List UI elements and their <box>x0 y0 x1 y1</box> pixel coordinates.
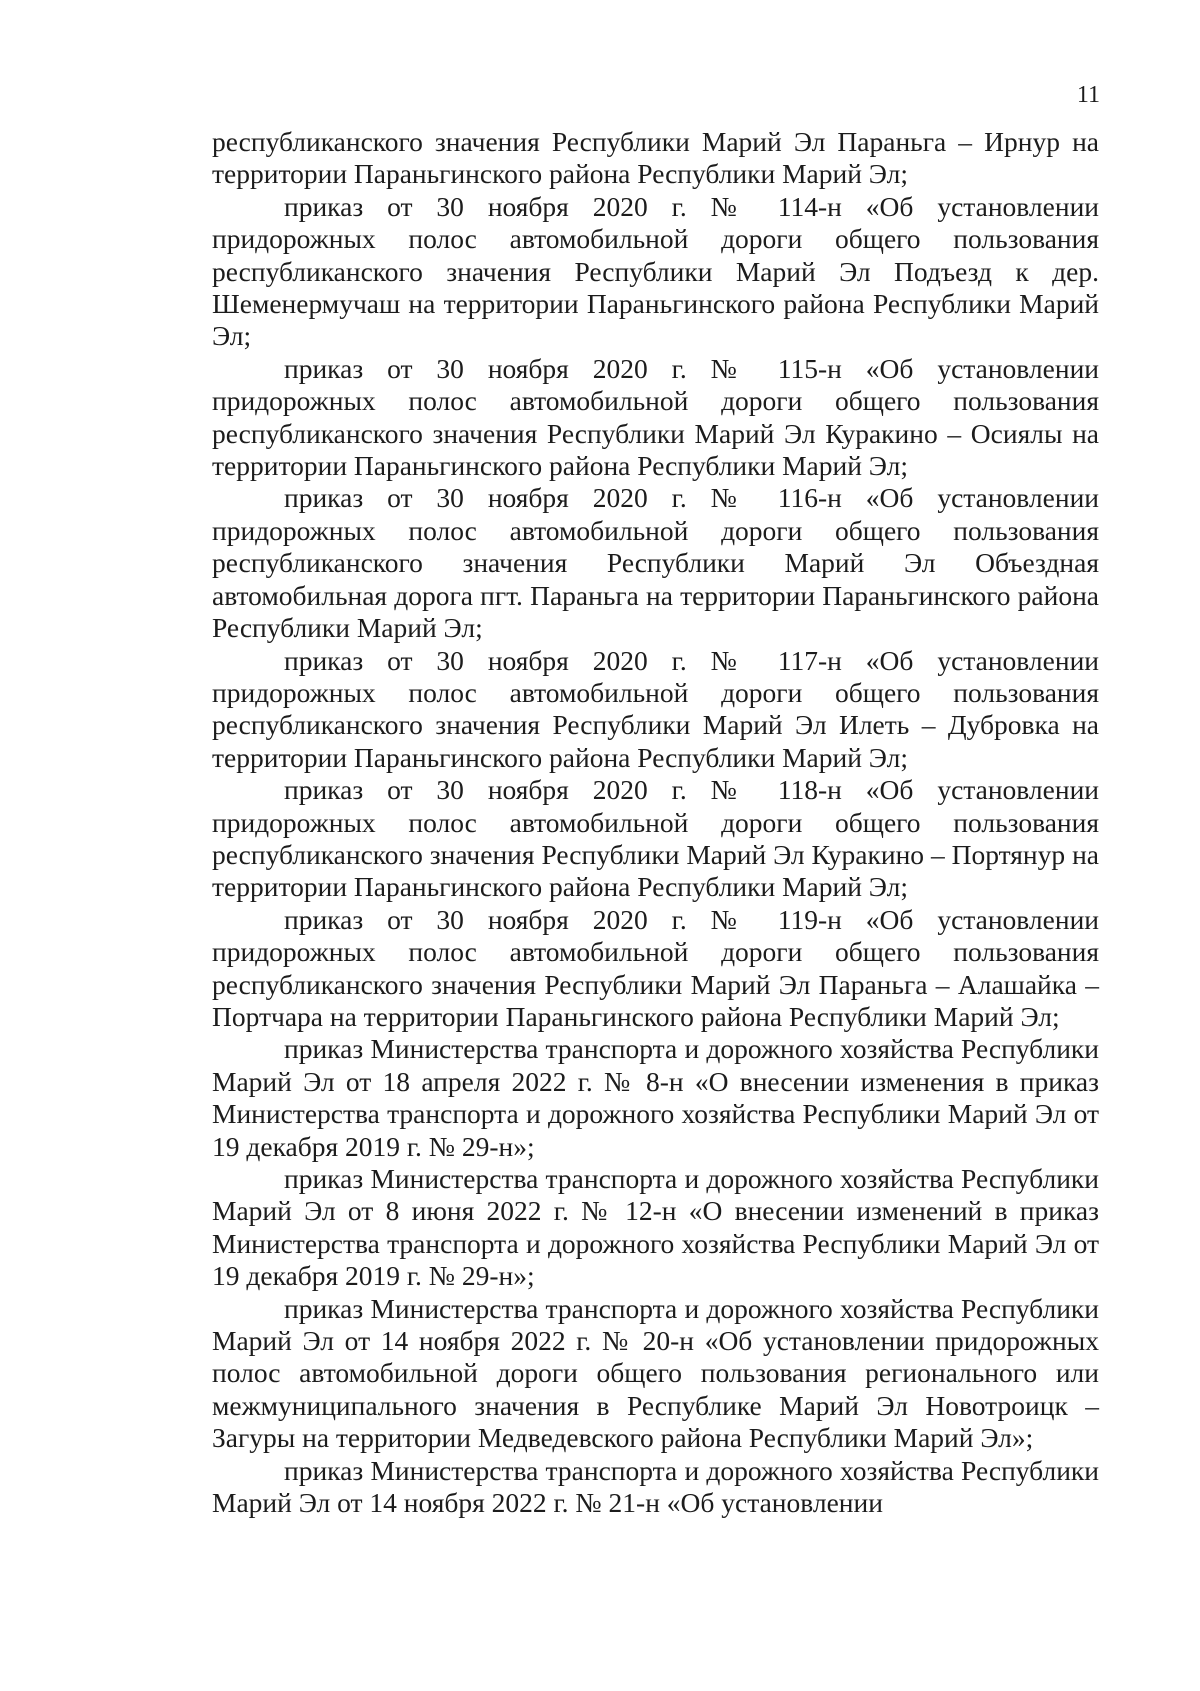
paragraph-order-8: приказ Министерства транспорта и дорожного хозяйства Республики Марий Эл от 18 апреля 2022 г. № 8-н «О внесении изменения в приказ Министерства транспорта и дорожного хозяйства Республики Марий Эл от 19 декабря 2019 г. № 29-н»; <box>212 1033 1099 1162</box>
paragraph-order-115: приказ от 30 ноября 2020 г. № 115-н «Об установлении придорожных полос автомобильной дороги общего пользования республиканского значения Республики Марий Эл Куракино – Осиялы на территории Параньгинского района Республики Марий Эл; <box>212 352 1099 482</box>
document-body <box>212 126 1099 1519</box>
paragraph-order-118: приказ от 30 ноября 2020 г. № 118-н «Об установлении придорожных полос автомобильной дороги общего пользования республиканского значения Республики Марий Эл Куракино – Портянур на территории Параньгинского района Республики Марий Эл; <box>212 774 1099 903</box>
paragraph-order-117: приказ от 30 ноября 2020 г. № 117-н «Об установлении придорожных полос автомобильной дороги общего пользования республиканского значения Республики Марий Эл Илеть – Дубровка на территории Параньгинского района Республики Марий Эл; <box>212 644 1099 773</box>
paragraph-order-119: приказ от 30 ноября 2020 г. № 119-н «Об установлении придорожных полос автомобильной дороги общего пользования республиканского значения Республики Марий Эл Параньга – Алашайка – Портчара на территории Параньгинского района Республики Марий Эл; <box>212 903 1099 1032</box>
paragraph-continuation: республиканского значения Республики Марий Эл Параньга – Ирнур на территории Параньгинского района Республики Марий Эл; <box>212 126 1099 190</box>
paragraph-order-21: приказ Министерства транспорта и дорожного хозяйства Республики Марий Эл от 14 ноября 2022 г. № 21-н «Об установлении <box>212 1454 1099 1519</box>
page-number: 11 <box>1076 82 1100 108</box>
paragraph-order-20: приказ Министерства транспорта и дорожного хозяйства Республики Марий Эл от 14 ноября 2022 г. № 20-н «Об установлении придорожных полос автомобильной дороги общего пользования регионального или межмуниципального значения в Республике Марий Эл Новотроицк – Загуры на территории Медведевского района Республики Марий Эл»; <box>212 1292 1099 1454</box>
paragraph-order-12: приказ Министерства транспорта и дорожного хозяйства Республики Марий Эл от 8 июня 2022 г. № 12-н «О внесении изменений в приказ Министерства транспорта и дорожного хозяйства Республики Марий Эл от 19 декабря 2019 г. № 29-н»; <box>212 1163 1099 1292</box>
paragraph-order-114: приказ от 30 ноября 2020 г. № 114-н «Об установлении придорожных полос автомобильной дороги общего пользования республиканского значения Республики Марий Эл Подъезд к дер. Шеменермучаш на территории Параньгинского района Республики Марий Эл; <box>212 190 1099 352</box>
paragraph-order-116: приказ от 30 ноября 2020 г. № 116-н «Об установлении придорожных полос автомобильной дороги общего пользования республиканского значения Республики Марий Эл Объездная автомобильная дорога пгт. Параньга на территории Параньгинского района Республики Марий Эл; <box>212 482 1099 644</box>
